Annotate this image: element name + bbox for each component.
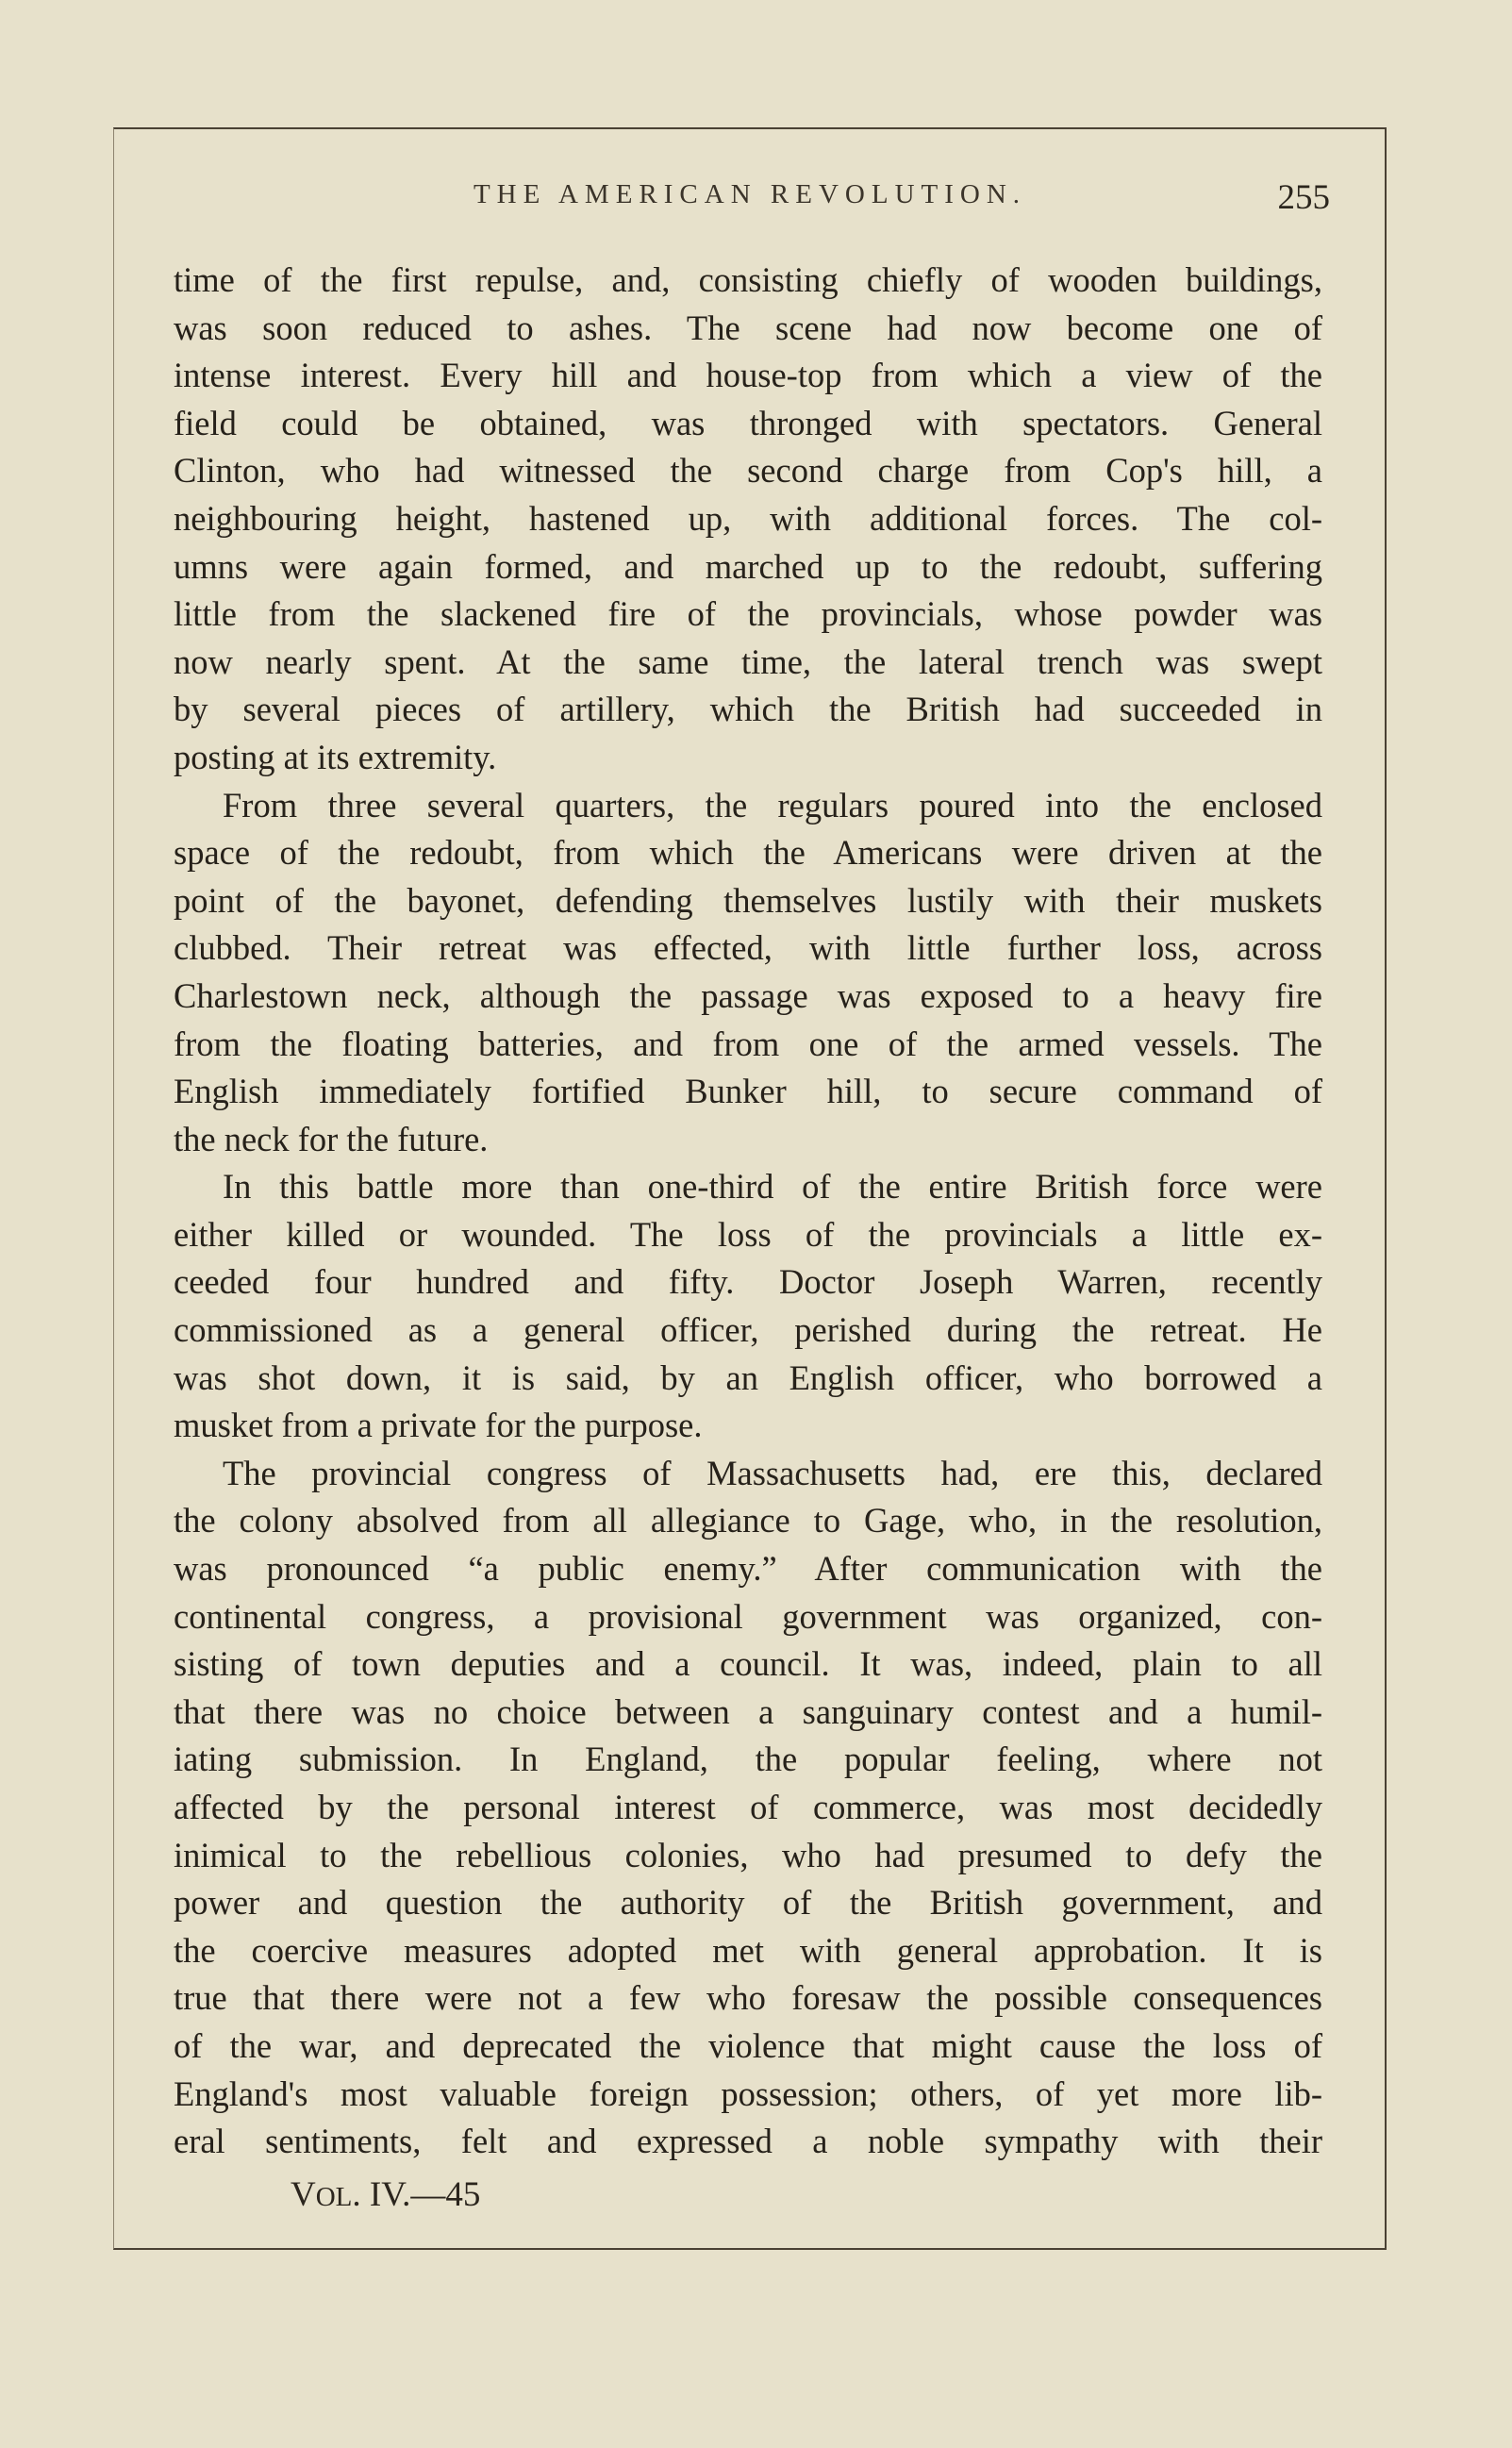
signature-v: V [291,2175,316,2214]
text-line: true that there were not a few who foresaw the possible consequences [174,1978,1322,2018]
text-line: ceeded four hundred and fifty. Doctor Joseph Warren, recently [174,1262,1322,1302]
text-line: time of the first repulse, and, consisting chiefly of wooden buildings, [174,260,1322,299]
signature-ol: OL [315,2182,353,2212]
text-line: England's most valuable foreign possession; others, of yet more lib- [174,2073,1322,2113]
text-line: the neck for the future. [174,1119,489,1158]
text-line: the colony absolved from all allegiance to Gage, who, in the resolution, [174,1501,1322,1540]
text-line: of the war, and deprecated the violence that might cause the loss of [174,2025,1322,2065]
text-line: musket from a private for the purpose. [174,1406,703,1445]
text-line: was shot down, it is said, by an English officer, who borrowed a [174,1357,1322,1397]
text-line: inimical to the rebellious colonies, who had presumed to defy the [174,1835,1322,1874]
paragraph-first-line: In this battle more than one-third of the entire British force were [223,1167,1322,1207]
signature-volume: . IV.—45 [352,2175,481,2214]
page-header [170,179,1330,222]
body-text [174,257,1322,2166]
text-line: English immediately fortified Bunker hill, to secure command of [174,1072,1322,1111]
text-line: little from the slackened fire of the provincials, whose powder was [174,594,1322,634]
text-line: point of the bayonet, defending themselves lustily with their muskets [174,880,1322,920]
paragraph-first-line: From three several quarters, the regulars poured into the enclosed [223,785,1322,824]
text-line: affected by the personal interest of commerce, was most decidedly [174,1788,1322,1826]
text-line: iating submission. In England, the popular feeling, where not [174,1740,1322,1779]
page-number: 255 [1277,178,1330,217]
text-line: by several pieces of artillery, which the British had succeeded in [174,690,1322,729]
text-line: continental congress, a provisional government was organized, con- [174,1596,1322,1636]
text-line: was soon reduced to ashes. The scene had now become one of [174,308,1322,347]
running-head: THE AMERICAN REVOLUTION. [473,179,1027,209]
text-line: umns were again formed, and marched up to the redoubt, suffering [174,546,1322,586]
text-line: commissioned as a general officer, perished during the retreat. He [174,1310,1322,1350]
text-line: now nearly spent. At the same time, the lateral trench was swept [174,641,1322,681]
text-line: that there was no choice between a sanguinary contest and a humil- [174,1691,1322,1731]
text-line: was pronounced “a public enemy.” After communication with the [174,1549,1322,1589]
text-line: either killed or wounded. The loss of the provincials a little ex- [174,1214,1322,1254]
text-line: Charlestown neck, although the passage was exposed to a heavy fire [174,975,1322,1015]
text-line: from the floating batteries, and from one of the armed vessels. The [174,1024,1322,1063]
text-line: posting at its extremity. [174,737,497,776]
text-line: sisting of town deputies and a council. It was, indeed, plain to all [174,1644,1322,1684]
text-line: eral sentiments, felt and expressed a noble sympathy with their [174,2122,1322,2161]
text-line: intense interest. Every hill and house-top from which a view of the [174,356,1322,395]
signature-mark [291,2174,480,2215]
text-line: clubbed. Their retreat was effected, with little further loss, across [174,928,1322,968]
text-line: space of the redoubt, from which the Americans were driven at the [174,833,1322,873]
text-line: neighbouring height, hastened up, with additional forces. The col- [174,498,1322,538]
text-line: field could be obtained, was thronged with spectators. General [174,403,1322,442]
text-line: Clinton, who had witnessed the second charge from Cop's hill, a [174,451,1322,491]
text-line: power and question the authority of the British government, and [174,1883,1322,1923]
text-line: the coercive measures adopted met with general approbation. It is [174,1930,1322,1970]
paragraph-first-line: The provincial congress of Massachusetts had, ere this, declared [223,1453,1322,1492]
